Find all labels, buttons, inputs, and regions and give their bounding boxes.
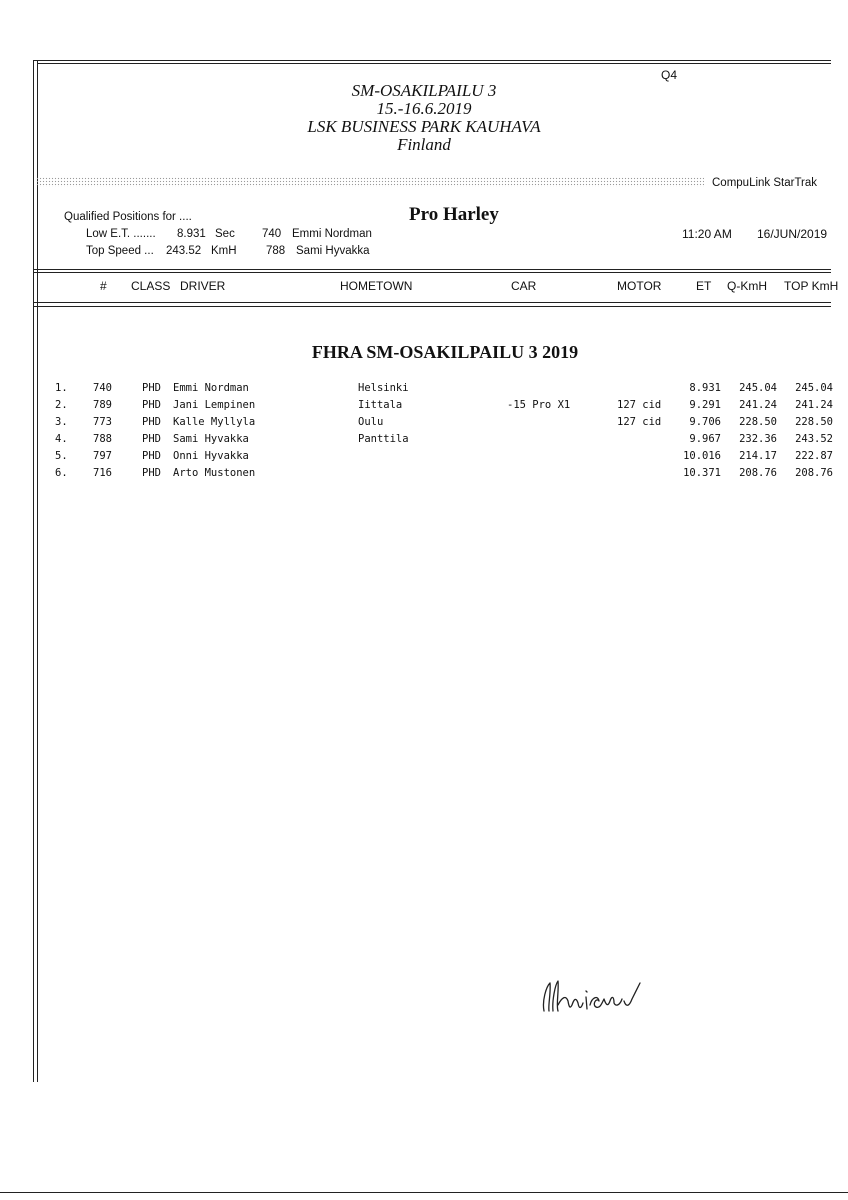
cell-car: -15 Pro X1 [507,399,571,411]
cell-number: 789 [93,399,112,411]
cell-number: 716 [93,467,112,479]
top-border [33,60,831,61]
cell-class: PHD [142,416,161,428]
cell-driver: Jani Lempinen [173,399,256,411]
low-et-num: 740 [262,228,282,240]
cell-qkmh: 241.24 [739,399,777,411]
cell-class: PHD [142,382,161,394]
col-header-et: ET [696,279,712,293]
qualified-label: Qualified Positions for .... [64,211,192,223]
cell-qkmh: 228.50 [739,416,777,428]
cell-et: 9.706 [689,416,721,428]
header-divider-2 [33,272,831,273]
top-speed-driver: Sami Hyvakka [296,245,370,257]
cell-class: PHD [142,399,161,411]
cell-qkmh: 214.17 [739,450,777,462]
cell-driver: Onni Hyvakka [173,450,249,462]
column-divider-2 [33,306,831,307]
left-border-outer [33,60,34,1082]
cell-number: 788 [93,433,112,445]
cell-et: 9.291 [689,399,721,411]
cell-topkmh: 208.76 [795,467,833,479]
low-et-label: Low E.T. ....... [86,228,156,240]
top-speed-label: Top Speed ... [86,245,154,257]
cell-et: 8.931 [689,382,721,394]
cell-class: PHD [142,467,161,479]
cell-position: 4. [55,433,68,445]
dotted-band [36,177,704,187]
low-et-value: 8.931 [177,228,206,240]
cell-hometown: Panttila [358,433,409,445]
cell-hometown: Helsinki [358,382,409,394]
signature [536,975,648,1015]
event-dates: 15.-16.6.2019 [376,99,472,118]
table-row [0,416,848,433]
cell-motor: 127 cid [617,399,662,411]
cell-class: PHD [142,433,161,445]
top-speed-unit: KmH [211,245,237,257]
col-header-class: CLASS [131,279,171,293]
footer-line [0,1192,848,1193]
cell-et: 9.967 [689,433,721,445]
header-divider-1 [33,269,831,270]
table-row [0,433,848,450]
cell-driver: Sami Hyvakka [173,433,249,445]
col-header-num: # [100,279,107,293]
cell-number: 773 [93,416,112,428]
table-row [0,450,848,467]
cell-topkmh: 241.24 [795,399,833,411]
report-time: 11:20 AM [682,227,732,241]
cell-class: PHD [142,450,161,462]
col-header-motor: MOTOR [617,279,662,293]
col-header-driver: DRIVER [180,279,226,293]
cell-driver: Emmi Nordman [173,382,249,394]
page-code: Q4 [661,68,678,82]
cell-qkmh: 245.04 [739,382,777,394]
table-row [0,382,848,399]
col-header-qkmh: Q-KmH [727,279,767,293]
cell-number: 797 [93,450,112,462]
cell-position: 1. [55,382,68,394]
cell-driver: Arto Mustonen [173,467,256,479]
cell-qkmh: 208.76 [739,467,777,479]
col-header-car: CAR [511,279,537,293]
top-speed-value: 243.52 [166,245,202,257]
cell-hometown: Iittala [358,399,403,411]
cell-position: 6. [55,467,68,479]
cell-position: 3. [55,416,68,428]
class-title: Pro Harley [409,204,499,225]
low-et-driver: Emmi Nordman [292,228,372,240]
cell-topkmh: 228.50 [795,416,833,428]
cell-position: 5. [55,450,68,462]
report-date: 16/JUN/2019 [757,227,828,241]
event-header [0,82,848,154]
cell-driver: Kalle Myllyla [173,416,256,428]
event-venue: LSK BUSINESS PARK KAUHAVA [307,117,541,136]
cell-et: 10.371 [683,467,721,479]
col-header-hometown: HOMETOWN [340,279,413,293]
event-country: Finland [397,135,451,154]
cell-topkmh: 222.87 [795,450,833,462]
event-name: SM-OSAKILPAILU 3 [351,81,497,100]
table-row [0,399,848,416]
top-border-inner [37,63,831,64]
column-divider-1 [33,302,831,303]
top-speed-num: 788 [266,245,286,257]
cell-et: 10.016 [683,450,721,462]
left-border-inner [37,60,38,1082]
system-label: CompuLink StarTrak [712,177,818,189]
cell-motor: 127 cid [617,416,662,428]
low-et-unit: Sec [215,228,235,240]
cell-qkmh: 232.36 [739,433,777,445]
cell-position: 2. [55,399,68,411]
table-row [0,467,848,484]
cell-number: 740 [93,382,112,394]
cell-topkmh: 245.04 [795,382,833,394]
cell-topkmh: 243.52 [795,433,833,445]
cell-hometown: Oulu [358,416,384,428]
section-title: FHRA SM-OSAKILPAILU 3 2019 [311,342,579,362]
col-header-topkmh: TOP KmH [784,279,839,293]
